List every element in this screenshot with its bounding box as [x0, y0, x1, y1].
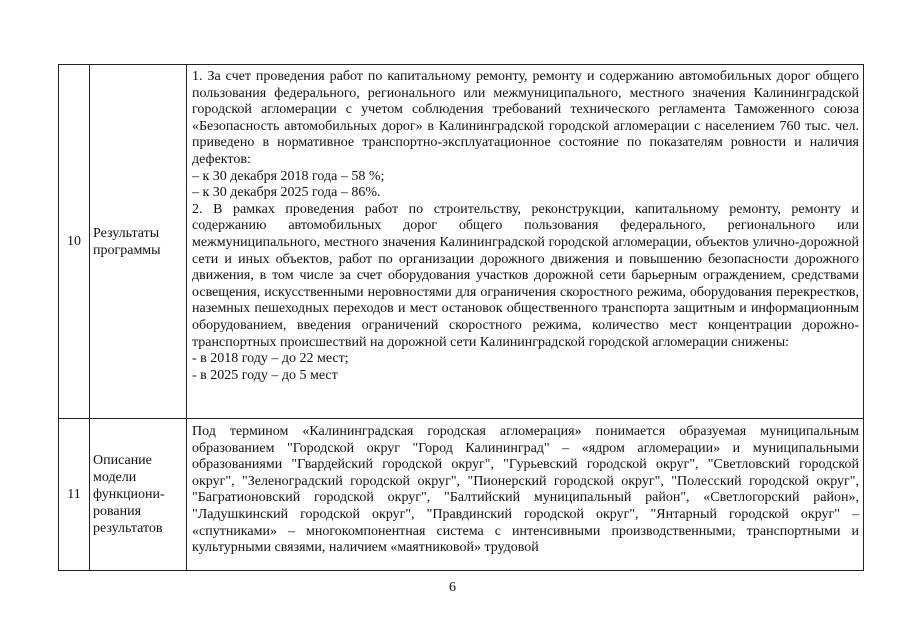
row-label: Результаты программы: [90, 65, 187, 419]
row-number: 11: [59, 419, 90, 571]
row-content: [187, 65, 864, 419]
row-number: 10: [59, 65, 90, 419]
table-row-11: [59, 419, 864, 571]
results-item-1-2025: – к 30 декабря 2025 года – 86%.: [192, 185, 381, 201]
table-row-10: [59, 65, 864, 419]
results-item-2: 2. В рамках проведения работ по строительству, реконструкции, капитальному ремонту, ремонту и содержанию автомобильных дорог общего пользования федерального, регионального или межмуниципального, местного значения Калининградской городской агломерации, объектов улично-дорожной сети и иных объектов, работ по организации дорожного движения и повышению безопасности дорожного движения, в том числе за счет оборудования участков дорожной сети барьерным ограждением, средствами освещения, искусственными неровностями для ограничения скоростного режима, оборудования перекрестков, наземных пешеходных переходов и мест остановок общественного транспорта защитным и информационным оборудованием, введения ограничений скоростного режима, количество мест концентрации дорожно-транспортных происшествий на дорожной сети Калининградской городской агломерации снижены:: [192, 201, 859, 350]
results-item-2-2018: - в 2018 году – до 22 мест;: [192, 351, 349, 367]
page-number: 6: [449, 580, 456, 595]
row-content: [187, 419, 864, 571]
results-item-1-2018: – к 30 декабря 2018 года – 58 %;: [192, 168, 385, 184]
results-item-1: 1. За счет проведения работ по капитальному ремонту, ремонту и содержанию автомобильных дорог общего пользования федерального, регионального или межмуниципального, местного значения Калининградской городской агломерации с учетом соблюдения требований технического регламента Таможенного союза «Безопасность автомобильных дорог» в Калининградской городской агломерации с населением 760 тыс. чел. приведено в нормативное транспортно-эксплуатационное состояние по показателям ровности и наличия дефектов:: [192, 69, 859, 167]
row-label: Описание модели функциони-рования результатов: [90, 419, 187, 571]
model-description: Под термином «Калининградская городская агломерация» понимается образуемая муниципальным образованием "Городской округ "Город Калининград" – «ядром агломерации» и муниципальными образованиями "Гвардейский городской округ", "Гурьевский городской округ", "Светловский городской округ", "Зеленоградский городской округ", "Пионерский городской округ", "Полесский городской округ", "Багратионовский городской округ", "Балтийский муниципальный район", «Светлогорский район», "Ладушкинский городской округ", "Правдинский городской округ", "Янтарный городской округ" – «спутниками» – многокомпонентная система с интенсивными производственными, транспортными и культурными связями, наличием «маятниковой» трудовой: [192, 424, 859, 556]
document-table: [58, 64, 864, 571]
results-item-2-2025: - в 2025 году – до 5 мест: [192, 367, 338, 383]
